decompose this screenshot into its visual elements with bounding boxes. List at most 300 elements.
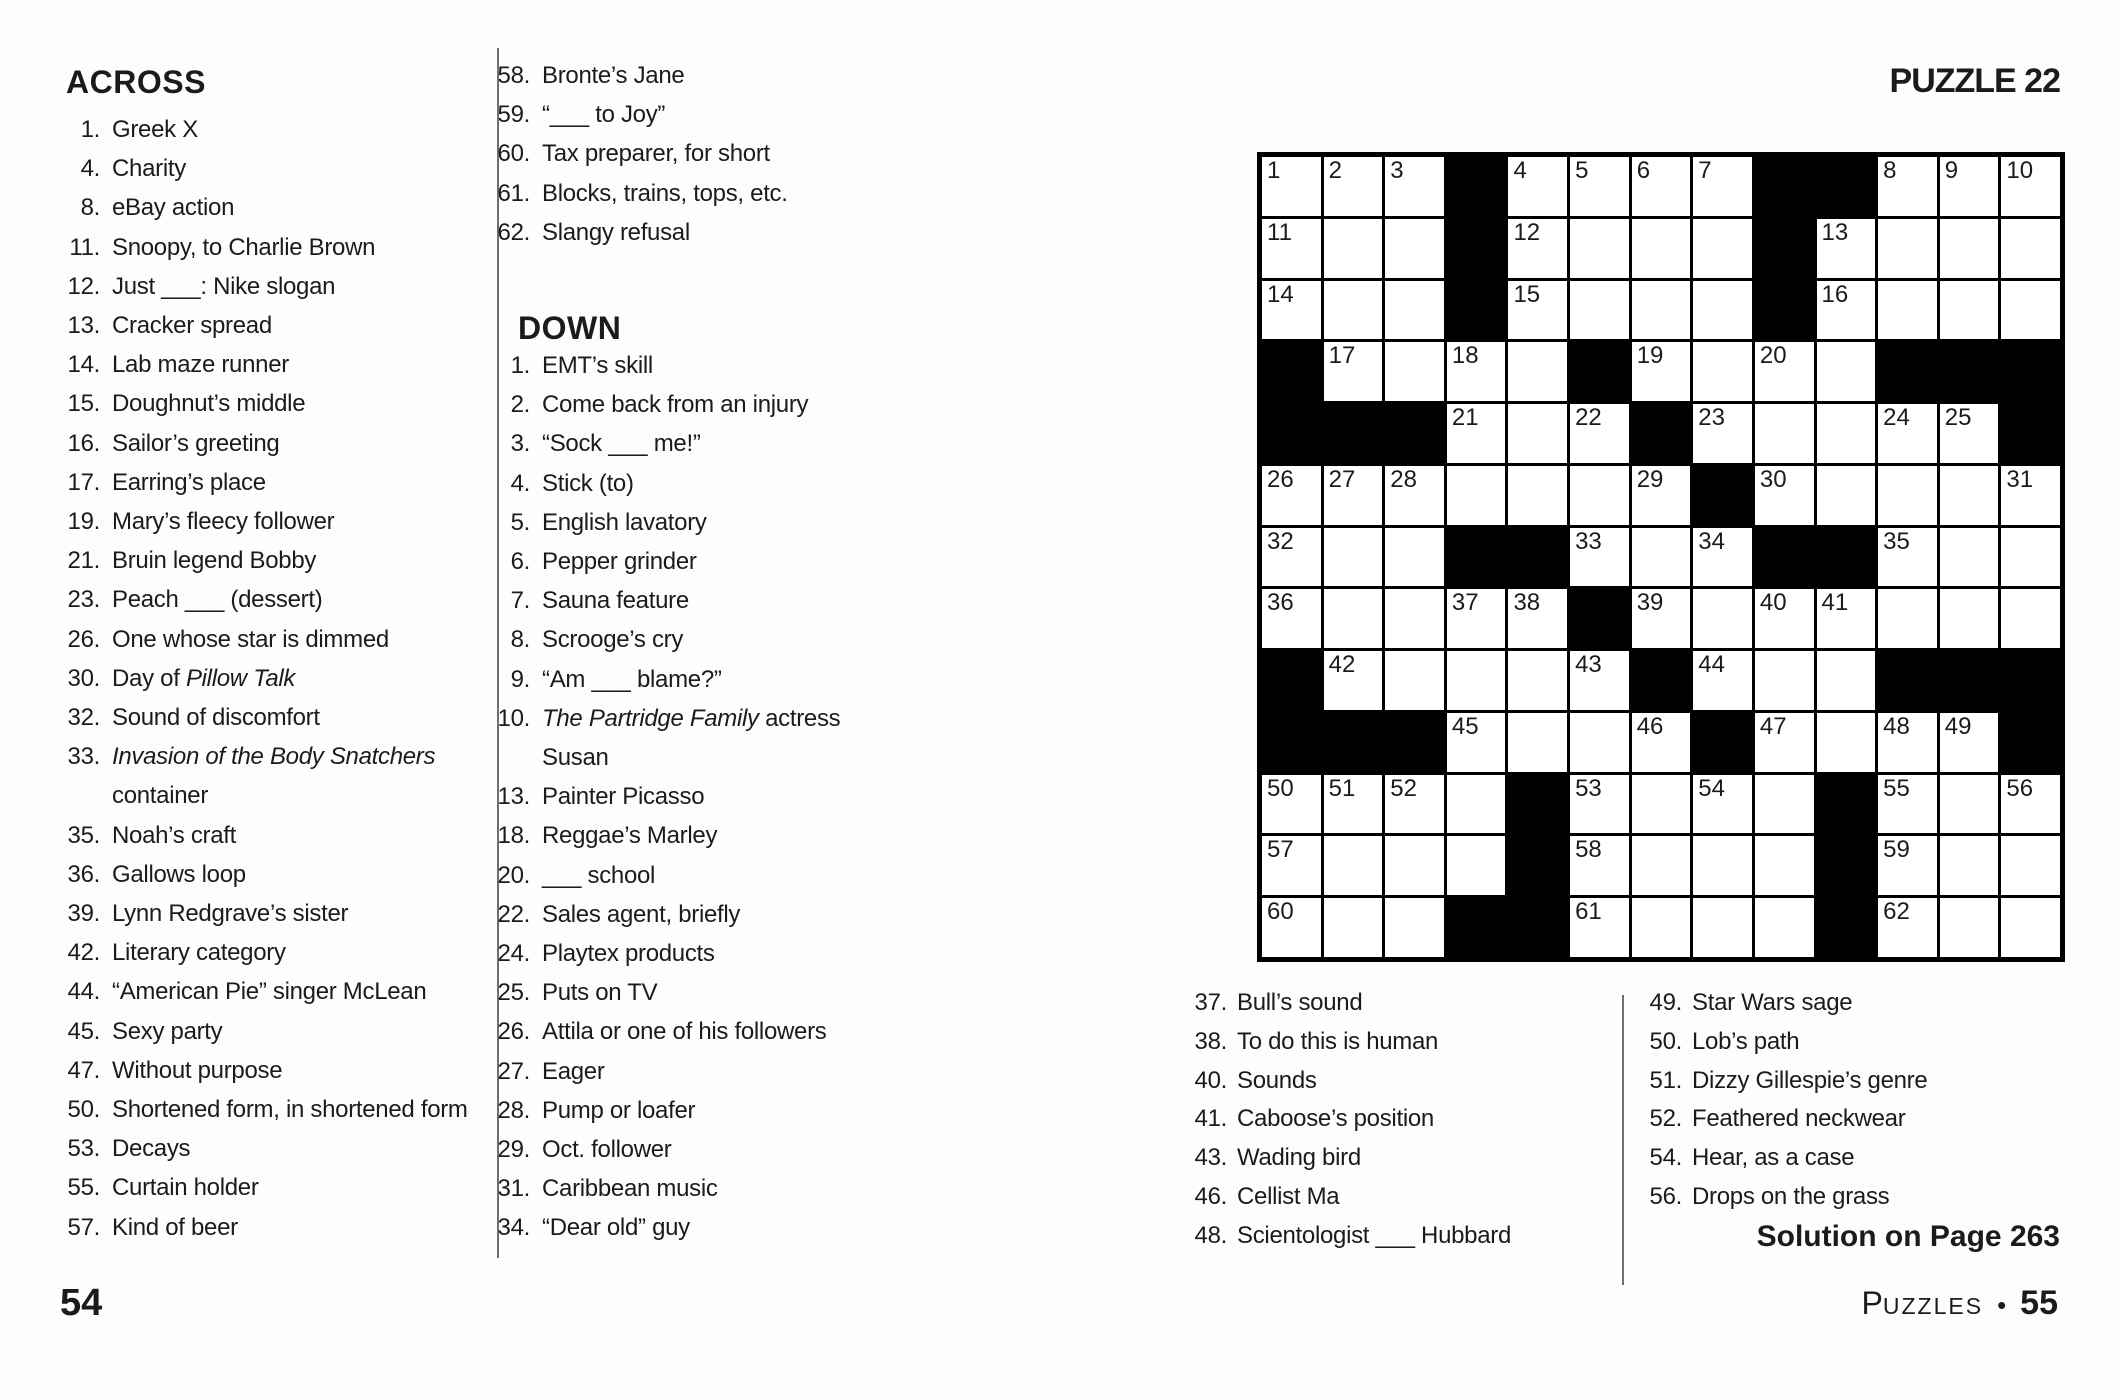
cell-number: 58: [1575, 836, 1602, 864]
grid-cell: [1755, 651, 1814, 710]
black-cell: [2001, 713, 2060, 772]
grid-cell: [1817, 713, 1876, 772]
grid-cell: [1632, 898, 1691, 957]
grid-cell: [1570, 281, 1629, 340]
cell-number: 16: [1821, 280, 1849, 308]
clue-text: Dizzy Gillespie’s genre: [1692, 1066, 1928, 1094]
clue-number: 47.: [67, 1056, 100, 1084]
clue-item: [460, 699, 930, 777]
grid-cell: [1324, 466, 1383, 525]
clue-number: 54.: [1649, 1144, 1682, 1172]
grid-cell: [1324, 157, 1383, 216]
clue-text: Without purpose: [112, 1056, 283, 1084]
grid-cell: [1570, 836, 1629, 895]
clue-number: 9.: [510, 665, 530, 693]
clue-number: 2.: [510, 391, 530, 419]
clue-item: [30, 306, 495, 345]
cell-number: 45: [1451, 712, 1479, 740]
cell-number: 29: [1636, 465, 1664, 493]
black-cell: [1940, 342, 1999, 401]
black-cell: [1262, 713, 1321, 772]
clue-number: 1.: [510, 352, 530, 379]
black-cell: [1385, 404, 1444, 463]
cell-number: 55: [1883, 774, 1910, 802]
clue-number: 41.: [1194, 1105, 1227, 1133]
grid-cell: [1755, 713, 1814, 772]
clue-item: [30, 267, 495, 306]
cell-number: 41: [1821, 589, 1849, 617]
black-cell: [1447, 219, 1506, 278]
grid-cell: [1693, 651, 1752, 710]
grid-cell: [1324, 589, 1383, 648]
clue-text: English lavatory: [542, 508, 707, 536]
cell-number: 5: [1575, 157, 1589, 184]
clue-item: [460, 1169, 930, 1208]
grid-cell: [1693, 775, 1752, 834]
grid-cell: [1570, 157, 1629, 216]
clue-number: 10.: [497, 704, 530, 732]
down-clue-list-col3: [1602, 984, 2062, 1217]
clue-number: 13.: [67, 312, 100, 340]
clue-number: 4.: [510, 469, 530, 497]
clue-text: Earring’s place: [112, 468, 266, 496]
grid-cell: [1817, 404, 1876, 463]
grid-cell: [1632, 342, 1691, 401]
grid-cell: [1262, 219, 1321, 278]
clue-number: 4.: [80, 155, 100, 183]
black-cell: [1878, 651, 1937, 710]
grid-cell: [1570, 528, 1629, 587]
clue-text: Caboose’s position: [1237, 1105, 1434, 1133]
clue-text: Slangy refusal: [542, 218, 690, 246]
clue-item: [30, 1051, 495, 1090]
cell-number: 50: [1267, 774, 1294, 802]
clue-text: Caribbean music: [542, 1175, 718, 1203]
cell-number: 2: [1328, 157, 1342, 184]
clue-item: [30, 737, 495, 815]
cell-number: 38: [1513, 589, 1541, 617]
grid-cell: [1570, 404, 1629, 463]
grid-cell: [1262, 836, 1321, 895]
footer-right: [1862, 1284, 2058, 1323]
cell-number: 49: [1944, 712, 1972, 740]
clue-number: 53.: [67, 1135, 100, 1163]
clue-text: “American Pie” singer McLean: [112, 978, 427, 1006]
clue-item: [460, 1130, 930, 1169]
cell-number: 43: [1575, 651, 1602, 679]
clue-text: “___ to Joy”: [542, 101, 666, 129]
cell-number: 40: [1759, 589, 1787, 617]
clue-item: [30, 1208, 495, 1247]
grid-cell: [2001, 528, 2060, 587]
black-cell: [1262, 342, 1321, 401]
grid-cell: [1693, 898, 1752, 957]
grid-cell: [1940, 898, 1999, 957]
grid-cell: [1878, 404, 1937, 463]
cell-number: 19: [1636, 342, 1664, 370]
clue-item: [1602, 984, 2062, 1023]
solution-note: Solution on Page 263: [1756, 1220, 2060, 1253]
grid-cell: [1570, 775, 1629, 834]
grid-cell: [1324, 836, 1383, 895]
clue-text: Tax preparer, for short: [542, 140, 770, 168]
clue-item: [460, 503, 930, 542]
cell-number: 22: [1575, 404, 1602, 432]
clue-item: [30, 502, 495, 541]
clue-text: Sailor’s greeting: [112, 429, 280, 457]
grid-cell: [1817, 342, 1876, 401]
clue-item: [460, 777, 930, 816]
clue-text: “Sock ___ me!”: [542, 430, 701, 458]
cell-number: 27: [1328, 465, 1356, 493]
black-cell: [1570, 342, 1629, 401]
clue-number: 16.: [67, 429, 100, 457]
grid-cell: [1817, 219, 1876, 278]
grid-cell: [1755, 466, 1814, 525]
cell-number: 54: [1698, 774, 1725, 802]
black-cell: [1755, 281, 1814, 340]
clue-number: 1.: [80, 116, 100, 143]
grid-cell: [1755, 404, 1814, 463]
clue-text: Sounds: [1237, 1066, 1317, 1094]
page-number-right: 55: [2020, 1284, 2058, 1322]
clue-number: 29.: [497, 1136, 530, 1164]
clue-number: 8.: [80, 194, 100, 222]
cell-number: 9: [1944, 157, 1959, 184]
black-cell: [1755, 157, 1814, 216]
clue-text: Peach ___ (dessert): [112, 586, 323, 614]
grid-cell: [1940, 281, 1999, 340]
black-cell: [1447, 157, 1506, 216]
grid-cell: [1262, 466, 1321, 525]
clue-item: [30, 1168, 495, 1207]
clue-item: [30, 580, 495, 619]
clue-text: Charity: [112, 155, 186, 183]
black-cell: [1508, 775, 1567, 834]
clue-item: [460, 895, 930, 934]
clue-item: [30, 1090, 495, 1129]
grid-cell: [1508, 219, 1567, 278]
clue-number: 51.: [1649, 1066, 1682, 1094]
cell-number: 33: [1575, 527, 1602, 555]
clue-item: [30, 424, 495, 463]
clue-item: [460, 816, 930, 855]
clue-number: 23.: [67, 586, 100, 614]
grid-cell: [1570, 219, 1629, 278]
cell-number: 42: [1328, 651, 1356, 679]
grid-cell: [1385, 651, 1444, 710]
clue-number: 21.: [67, 547, 100, 575]
cell-number: 6: [1636, 157, 1651, 184]
grid-cell: [1262, 281, 1321, 340]
clue-number: 17.: [67, 468, 100, 496]
clue-text: Day of Pillow Talk: [112, 664, 296, 692]
clue-number: 22.: [497, 900, 530, 928]
across-clue-list-col1: [30, 110, 495, 1247]
clue-item: [460, 934, 930, 973]
clue-item: [460, 856, 930, 895]
clue-text: Reggae’s Marley: [542, 822, 718, 850]
clue-text: Feathered neckwear: [1692, 1105, 1906, 1133]
clue-text: Hear, as a case: [1692, 1144, 1855, 1172]
clue-item: [30, 894, 495, 933]
cell-number: 34: [1698, 527, 1725, 555]
grid-cell: [1693, 404, 1752, 463]
clue-item: [460, 213, 930, 252]
black-cell: [1447, 898, 1506, 957]
grid-cell: [1632, 713, 1691, 772]
grid-cell: [1262, 898, 1321, 957]
cell-number: 20: [1759, 342, 1787, 370]
grid-cell: [1817, 281, 1876, 340]
clue-number: 45.: [67, 1017, 100, 1045]
grid-cell: [1447, 589, 1506, 648]
black-cell: [1632, 651, 1691, 710]
clue-number: 18.: [497, 822, 530, 850]
grid-cell: [1632, 589, 1691, 648]
grid-cell: [1324, 342, 1383, 401]
clue-number: 48.: [1194, 1221, 1227, 1249]
grid-cell: [1632, 466, 1691, 525]
clue-item: [1147, 1139, 1617, 1178]
clue-text: EMT’s skill: [542, 352, 653, 379]
clue-number: 27.: [497, 1057, 530, 1085]
black-cell: [1755, 219, 1814, 278]
grid-cell: [1262, 589, 1321, 648]
grid-cell: [1385, 157, 1444, 216]
black-cell: [1385, 713, 1444, 772]
grid-cell: [2001, 466, 2060, 525]
clue-item: [30, 698, 495, 737]
black-cell: [1447, 281, 1506, 340]
black-cell: [1817, 836, 1876, 895]
clue-item: [460, 464, 930, 503]
grid-cell: [1878, 713, 1937, 772]
cell-number: 14: [1267, 280, 1294, 308]
clue-text: Gallows loop: [112, 860, 246, 888]
grid-cell: [1878, 589, 1937, 648]
cell-number: 3: [1390, 157, 1404, 184]
clue-item: [30, 110, 495, 149]
cell-number: 31: [2006, 465, 2034, 493]
clue-text: Lob’s path: [1692, 1027, 1800, 1055]
clue-number: 55.: [67, 1174, 100, 1202]
clue-item: [30, 933, 495, 972]
clue-number: 49.: [1649, 989, 1682, 1016]
cell-number: 60: [1267, 898, 1294, 926]
cell-number: 21: [1451, 404, 1479, 432]
clue-text: One whose star is dimmed: [112, 625, 389, 653]
clue-number: 6.: [510, 548, 530, 576]
black-cell: [1570, 589, 1629, 648]
clue-text: Sound of discomfort: [112, 704, 320, 732]
clue-item: [460, 1052, 930, 1091]
clue-number: 58.: [497, 62, 530, 89]
grid-cell: [1940, 836, 1999, 895]
grid-cell: [1940, 157, 1999, 216]
grid-cell: [1262, 157, 1321, 216]
clue-item: [1602, 1100, 2062, 1139]
cell-number: 51: [1328, 774, 1356, 802]
cell-number: 28: [1390, 465, 1417, 493]
clue-item: [460, 346, 930, 385]
clue-item: [460, 424, 930, 463]
grid-cell: [2001, 898, 2060, 957]
grid-cell: [1878, 528, 1937, 587]
cell-number: 26: [1267, 465, 1294, 493]
cell-number: 10: [2006, 157, 2034, 184]
grid-cell: [1324, 898, 1383, 957]
black-cell: [1262, 651, 1321, 710]
clue-text: Invasion of the Body Snatchers container: [112, 743, 436, 810]
grid-cell: [1940, 404, 1999, 463]
clue-number: 37.: [1194, 989, 1227, 1016]
grid-cell: [1940, 589, 1999, 648]
clue-item: [1147, 1217, 1617, 1256]
grid-cell: [1324, 651, 1383, 710]
grid-cell: [1570, 651, 1629, 710]
clue-number: 38.: [1194, 1027, 1227, 1055]
clue-item: [30, 345, 495, 384]
cell-number: 1: [1267, 157, 1281, 184]
grid-cell: [1755, 836, 1814, 895]
clue-number: 8.: [510, 626, 530, 654]
clue-number: 60.: [497, 140, 530, 168]
footer-section-label: UZZLES: [1882, 1293, 1984, 1319]
grid-cell: [1693, 342, 1752, 401]
clue-item: [460, 95, 930, 134]
cell-number: 11: [1267, 218, 1292, 246]
clue-number: 62.: [497, 218, 530, 246]
clue-text: Sales agent, briefly: [542, 900, 741, 928]
clue-item: [460, 1012, 930, 1051]
clue-number: 15.: [67, 390, 100, 418]
grid-cell: [1817, 651, 1876, 710]
grid-cell: [1693, 528, 1752, 587]
clue-text: Bull’s sound: [1237, 989, 1363, 1016]
clue-text: Blocks, trains, tops, etc.: [542, 179, 788, 207]
clue-number: 12.: [67, 272, 100, 300]
grid-cell: [1817, 466, 1876, 525]
grid-cell: [2001, 281, 2060, 340]
cell-number: 30: [1759, 465, 1787, 493]
clue-text: Greek X: [112, 116, 198, 143]
clue-item: [30, 620, 495, 659]
clue-text: Snoopy, to Charlie Brown: [112, 233, 376, 261]
grid-cell: [1632, 219, 1691, 278]
clue-text: Mary’s fleecy follower: [112, 508, 335, 536]
grid-cell: [2001, 219, 2060, 278]
cell-number: 59: [1883, 836, 1910, 864]
grid-cell: [1385, 836, 1444, 895]
grid-cell: [1632, 836, 1691, 895]
clue-number: 43.: [1194, 1144, 1227, 1172]
clue-text: Attila or one of his followers: [542, 1018, 827, 1046]
clue-text: Lab maze runner: [112, 351, 289, 379]
clue-item: [30, 541, 495, 580]
clue-number: 61.: [497, 179, 530, 207]
cell-number: 13: [1821, 218, 1849, 246]
clue-number: 56.: [1649, 1182, 1682, 1210]
cell-number: 32: [1267, 527, 1294, 555]
clue-text: Pepper grinder: [542, 548, 697, 576]
grid-cell: [1385, 342, 1444, 401]
clue-item: [30, 463, 495, 502]
black-cell: [1755, 528, 1814, 587]
clue-item: [30, 1012, 495, 1051]
cell-number: 39: [1636, 589, 1664, 617]
clue-item: [1147, 1100, 1617, 1139]
clue-text: Pump or loafer: [542, 1096, 696, 1124]
clue-item: [460, 385, 930, 424]
page-number-left: 54: [60, 1282, 103, 1324]
clue-text: Drops on the grass: [1692, 1182, 1890, 1210]
clue-text: Lynn Redgrave’s sister: [112, 900, 349, 928]
black-cell: [2001, 404, 2060, 463]
clue-number: 52.: [1649, 1105, 1682, 1133]
cell-number: 4: [1513, 157, 1527, 184]
clue-text: Scrooge’s cry: [542, 626, 684, 654]
grid-cell: [1693, 589, 1752, 648]
clue-item: [460, 134, 930, 173]
clue-text: Painter Picasso: [542, 783, 705, 811]
grid-cell: [1508, 342, 1567, 401]
grid-cell: [1878, 898, 1937, 957]
cell-number: 57: [1267, 836, 1294, 864]
clue-item: [1147, 1023, 1617, 1062]
clue-text: Bruin legend Bobby: [112, 547, 317, 575]
clue-number: 7.: [510, 587, 530, 615]
clue-text: Come back from an injury: [542, 391, 809, 419]
clue-item: [30, 384, 495, 423]
grid-cell: [1632, 157, 1691, 216]
clue-text: Noah’s craft: [112, 821, 237, 849]
grid-cell: [1755, 589, 1814, 648]
black-cell: [1817, 528, 1876, 587]
clue-text: Decays: [112, 1135, 191, 1163]
cell-number: 18: [1451, 342, 1479, 370]
clue-item: [1602, 1062, 2062, 1101]
across-header: ACROSS: [66, 64, 206, 100]
grid-cell: [1693, 157, 1752, 216]
black-cell: [1878, 342, 1937, 401]
clue-text: The Partridge Family actress Susan: [542, 704, 841, 772]
clue-item: [30, 659, 495, 698]
cell-number: 17: [1328, 342, 1356, 370]
clue-number: 33.: [67, 743, 100, 771]
cell-number: 12: [1513, 218, 1541, 246]
clue-text: Playtex products: [542, 940, 715, 968]
clue-number: 44.: [67, 978, 100, 1006]
grid-cell: [1940, 219, 1999, 278]
cell-number: 61: [1575, 898, 1602, 926]
clue-text: eBay action: [112, 194, 235, 222]
down-clue-list-col1: [460, 346, 930, 1248]
grid-cell: [1632, 775, 1691, 834]
clue-number: 32.: [67, 704, 100, 732]
clue-item: [1602, 1178, 2062, 1217]
clue-text: Shortened form, in shortened form: [112, 1096, 468, 1124]
cell-number: 53: [1575, 774, 1602, 802]
crossword-grid: [1257, 152, 2065, 962]
across-clue-list-col2: [460, 56, 930, 252]
cell-number: 47: [1759, 712, 1787, 740]
grid-cell: [1508, 713, 1567, 772]
grid-cell: [1262, 528, 1321, 587]
grid-cell: [1508, 157, 1567, 216]
black-cell: [1693, 713, 1752, 772]
black-cell: [1693, 466, 1752, 525]
